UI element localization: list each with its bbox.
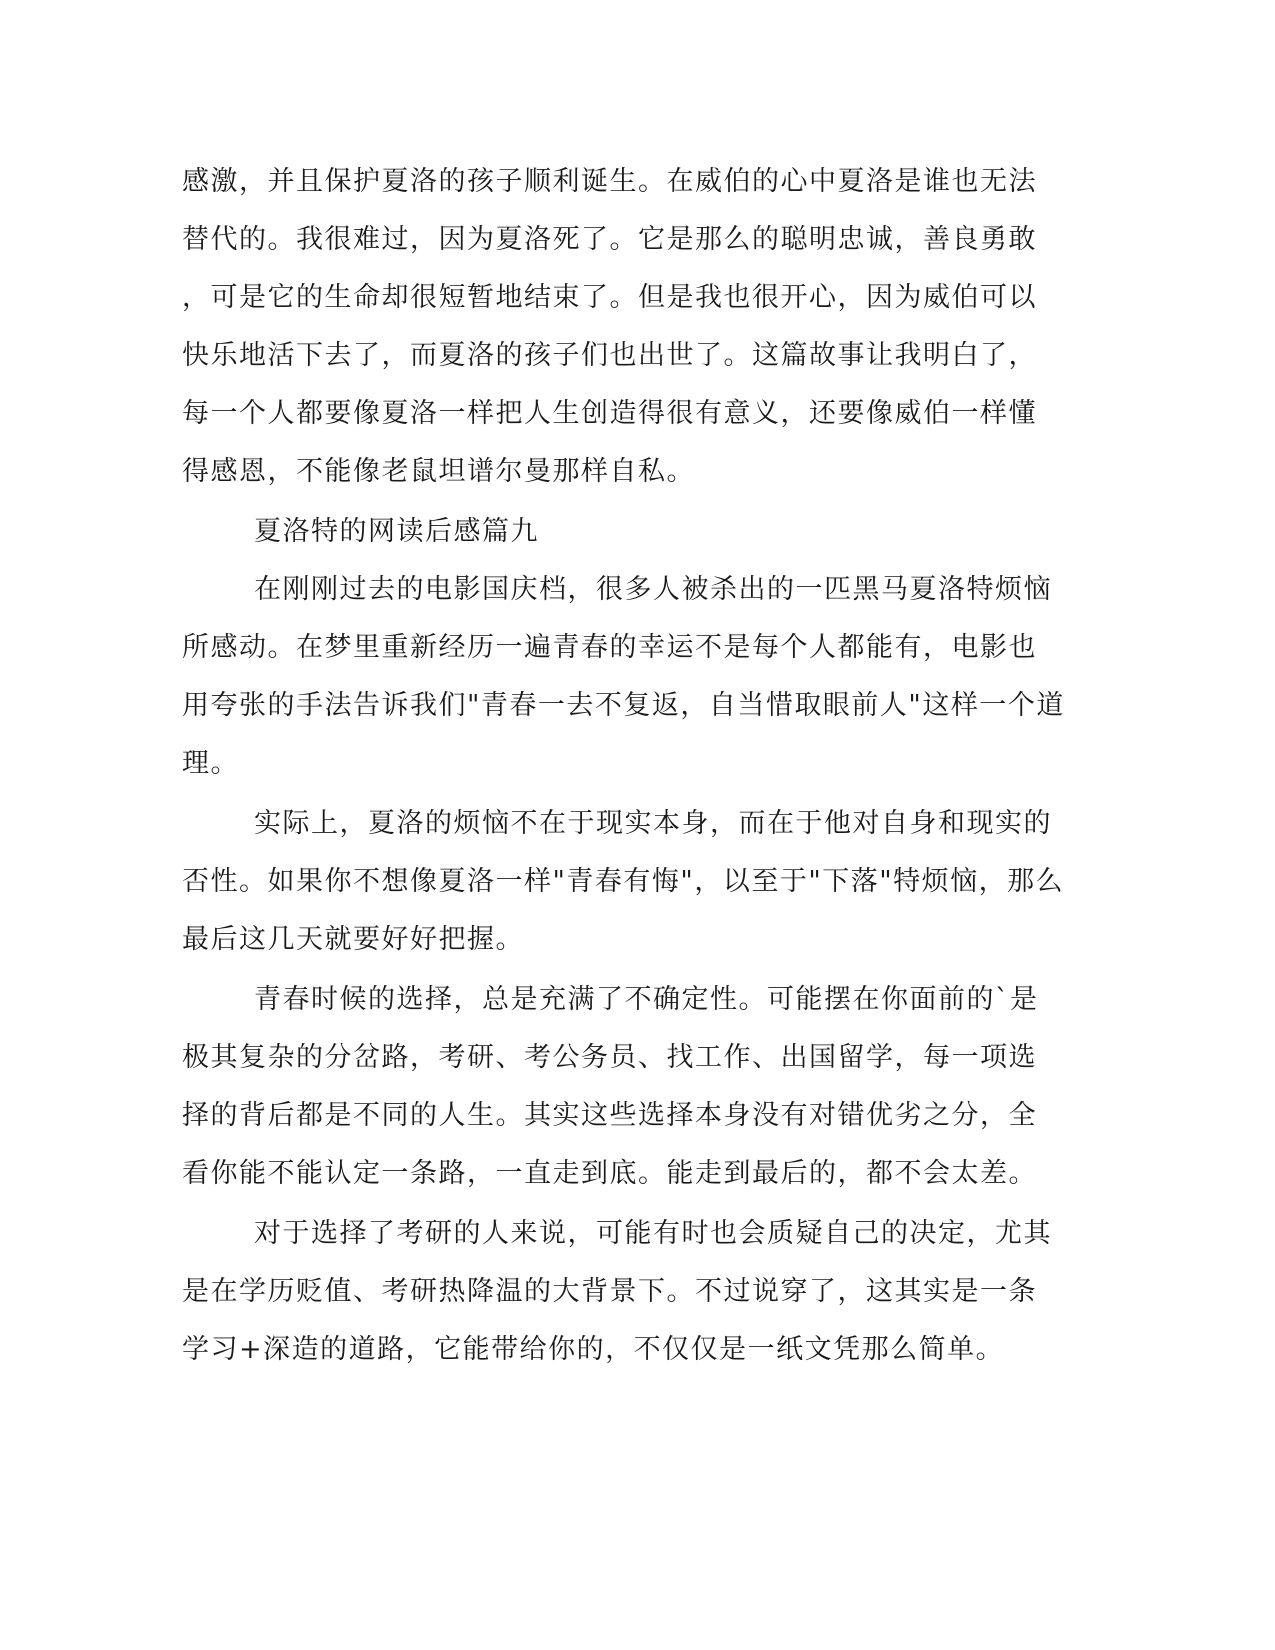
text-line: 用夸张的手法告诉我们"青春一去不复返，自当惜取眼前人"这样一个道 — [182, 690, 1065, 721]
text-line: 看你能不能认定一条路，一直走到底。能走到最后的，都不会太差。 — [182, 1158, 1037, 1189]
section-heading: 夏洛特的网读后感篇九 — [254, 516, 539, 547]
text-line: 实际上，夏洛的烦恼不在于现实本身，而在于他对自身和现实的 — [254, 808, 1052, 839]
text-line: 替代的。我很难过，因为夏洛死了。它是那么的聪明忠诚，善良勇敢 — [182, 224, 1037, 255]
text-line: 对于选择了考研的人来说，可能有时也会质疑自己的决定，尤其 — [254, 1218, 1052, 1249]
text-line: 所感动。在梦里重新经历一遍青春的幸运不是每个人都能有，电影也 — [182, 632, 1037, 663]
text-line: 极其复杂的分岔路，考研、考公务员、找工作、出国留学，每一项选 — [182, 1042, 1037, 1073]
text-line: 青春时候的选择，总是充满了不确定性。可能摆在你面前的`是 — [254, 984, 1039, 1015]
text-line: 感激，并且保护夏洛的孩子顺利诞生。在威伯的心中夏洛是谁也无法 — [182, 166, 1037, 197]
text-line: 快乐地活下去了，而夏洛的孩子们也出世了。这篇故事让我明白了， — [182, 340, 1037, 371]
text-line: 否性。如果你不想像夏洛一样"青春有悔"，以至于"下落"特烦恼，那么 — [182, 866, 1065, 897]
text-line: 是在学历贬值、考研热降温的大背景下。不过说穿了，这其实是一条 — [182, 1276, 1037, 1307]
text-line: 择的背后都是不同的人生。其实这些选择本身没有对错优劣之分，全 — [182, 1100, 1037, 1131]
text-line: 理。 — [182, 748, 239, 779]
text-line: ，可是它的生命却很短暂地结束了。但是我也很开心，因为威伯可以 — [182, 282, 1037, 313]
text-line: 最后这几天就要好好把握。 — [182, 924, 524, 955]
text-line: 在刚刚过去的电影国庆档，很多人被杀出的一匹黑马夏洛特烦恼 — [254, 574, 1052, 605]
text-line: 每一个人都要像夏洛一样把人生创造得很有意义，还要像威伯一样懂 — [182, 398, 1037, 429]
text-line: 得感恩，不能像老鼠坦谱尔曼那样自私。 — [182, 456, 695, 487]
text-line: 学习+深造的道路，它能带给你的，不仅仅是一纸文凭那么简单。 — [182, 1334, 1005, 1365]
